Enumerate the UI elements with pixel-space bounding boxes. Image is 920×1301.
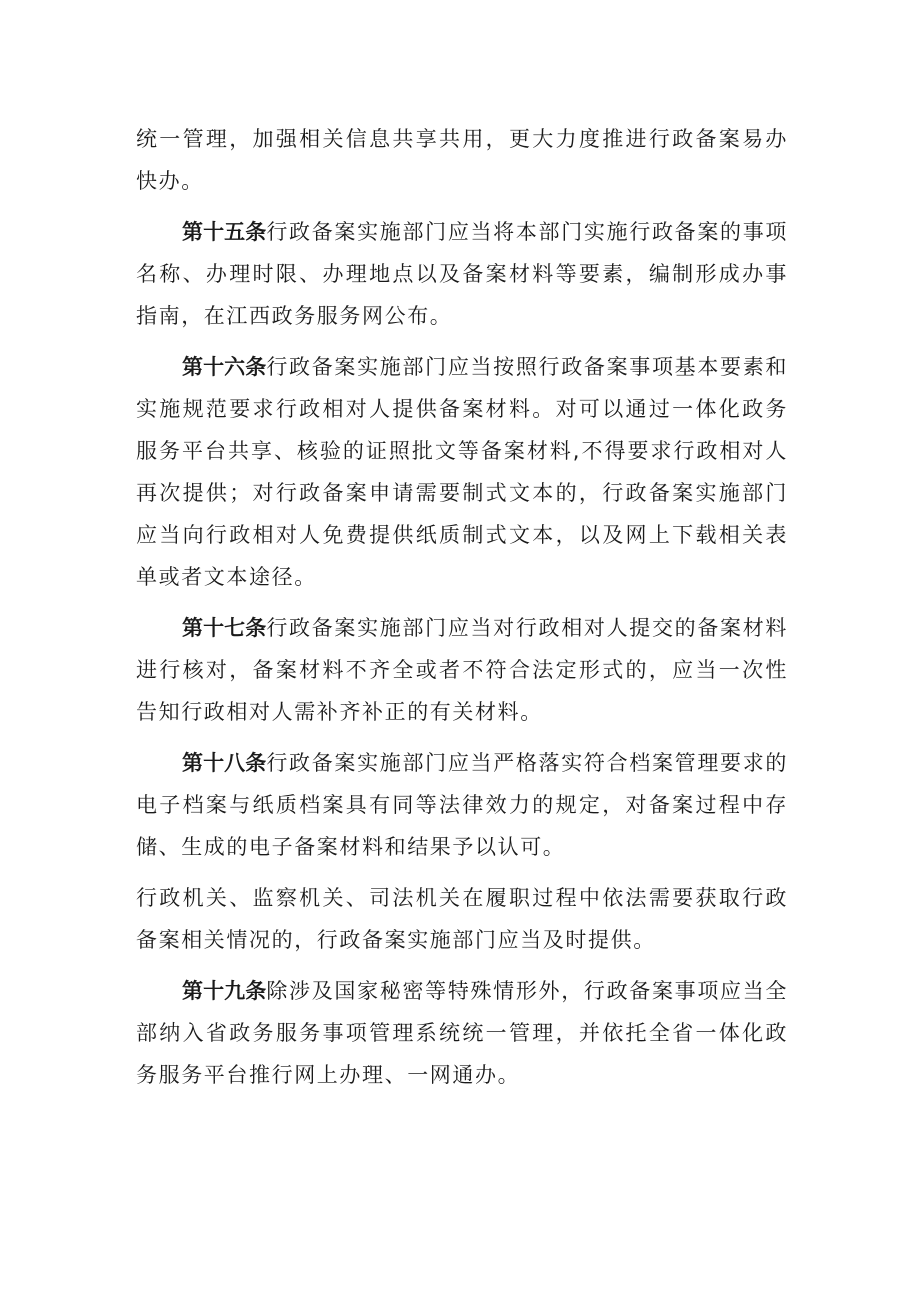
paragraph-article-18 <box>136 742 788 868</box>
paragraph-article-16 <box>136 346 788 598</box>
paragraph-article-19 <box>136 970 788 1096</box>
paragraph-text: 统一管理，加强相关信息共享共用，更大力度推进行政备案易办快办。 <box>136 127 788 193</box>
article-number: 第十八条 <box>182 751 267 775</box>
document-body <box>136 118 788 1105</box>
paragraph-text: 行政备案实施部门应当严格落实符合档案管理要求的电子档案与纸质档案具有同等法律效力的规定，对备案过程中存储、生成的电子备案材料和结果予以认可。 <box>136 751 788 859</box>
article-number: 第十九条 <box>182 979 267 1003</box>
paragraph-article-15 <box>136 211 788 337</box>
paragraph-article-18-continuation <box>136 877 788 961</box>
article-number: 第十七条 <box>182 616 267 640</box>
article-number: 第十六条 <box>182 355 267 379</box>
paragraph-text: 行政备案实施部门应当对行政相对人提交的备案材料进行核对，备案材料不齐全或者不符合法定形式的，应当一次性告知行政相对人需补齐补正的有关材料。 <box>136 616 788 724</box>
paragraph-continuation <box>136 118 788 202</box>
article-number: 第十五条 <box>182 220 267 244</box>
paragraph-text: 行政备案实施部门应当将本部门实施行政备案的事项名称、办理时限、办理地点以及备案材料等要素，编制形成办事指南，在江西政务服务网公布。 <box>136 220 788 328</box>
paragraph-text: 除涉及国家秘密等特殊情形外，行政备案事项应当全部纳入省政务服务事项管理系统统一管理，并依托全省一体化政务服务平台推行网上办理、一网通办。 <box>136 979 788 1087</box>
paragraph-text: 行政备案实施部门应当按照行政备案事项基本要素和实施规范要求行政相对人提供备案材料。对可以通过一体化政务服务平台共享、核验的证照批文等备案材料,不得要求行政相对人再次提供；对行政备案申请需要制式文本的，行政备案实施部门应当向行政相对人免费提供纸质制式文本，以及网上下载相关表单或者文本途径。 <box>136 355 788 589</box>
paragraph-text: 行政机关、监察机关、司法机关在履职过程中依法需要获取行政备案相关情况的，行政备案实施部门应当及时提供。 <box>136 886 788 952</box>
paragraph-article-17 <box>136 607 788 733</box>
